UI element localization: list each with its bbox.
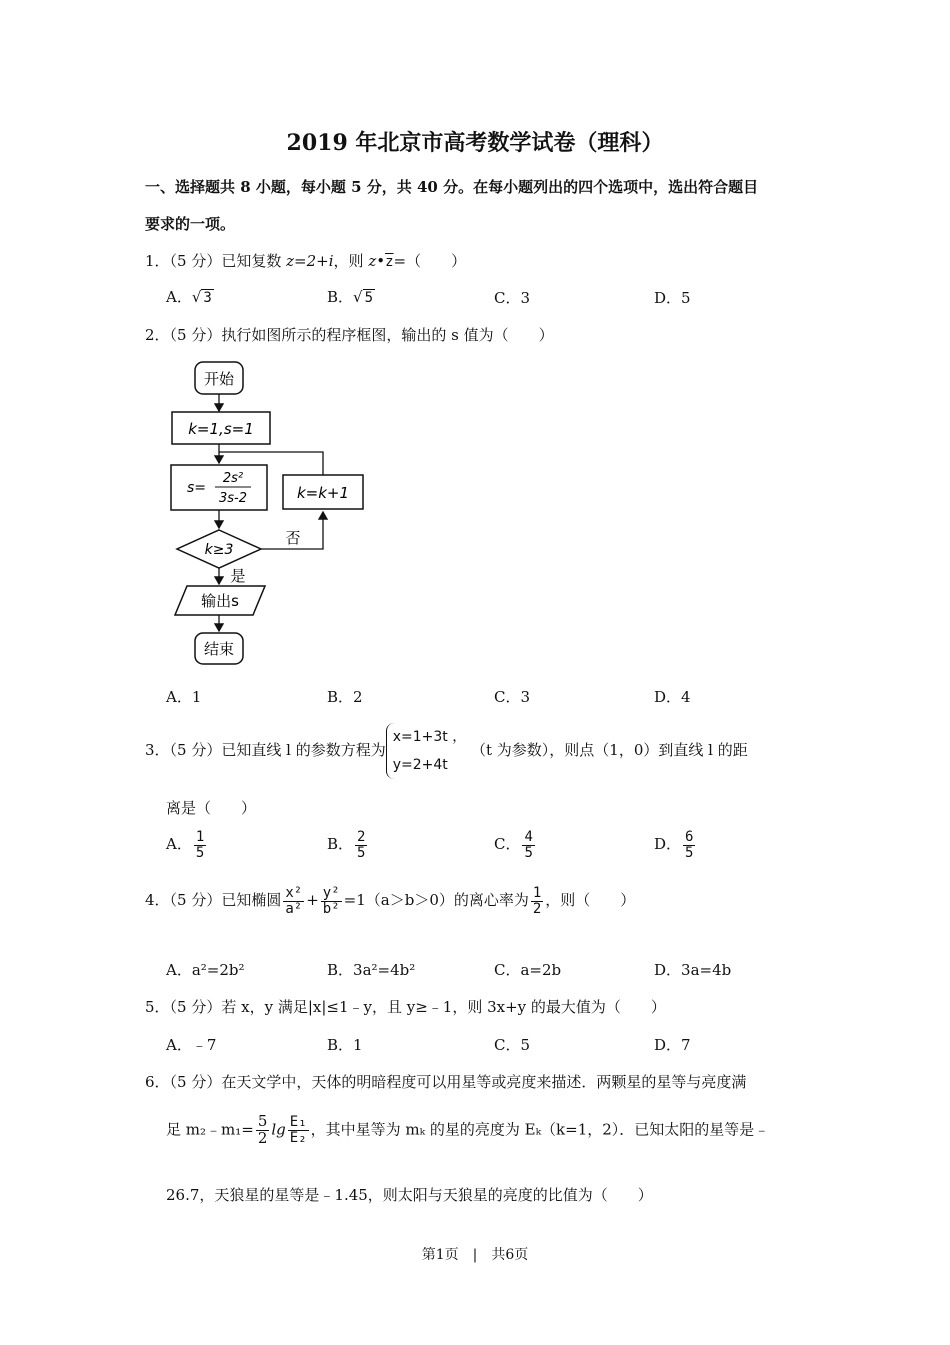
question-6-formula-left: 足 m₂﹣m₁=: [166, 1120, 254, 1139]
flow-no-label: 否: [285, 529, 301, 547]
question-4-tail: ，则（ ）: [545, 891, 636, 910]
flow-init-text: k=1,s=1: [188, 420, 254, 438]
question-1-option-a: [166, 286, 214, 307]
page-footer: 第1页 | 共6页: [421, 1247, 529, 1263]
question-1-expr: z=2+i: [286, 252, 334, 270]
denominator: 5: [195, 844, 205, 861]
question-4-option-d: D．3a=4b: [654, 961, 732, 979]
flow-assign-denominator: 3s-2: [218, 491, 248, 506]
section-heading-line1: 一、选择题共 8 小题，每小题 5 分，共 40 分。在每小题列出的四个选项中，选出符合题目: [145, 178, 759, 196]
question-3-suffix: （t 为参数），则点（1，0）到直线 l 的距: [470, 741, 748, 759]
page-title: 2019 年北京市高考数学试卷（理科）: [286, 130, 664, 156]
denominator: b²: [322, 900, 340, 917]
question-1-z: z: [368, 252, 377, 270]
question-5: 5．（5 分）若 x，y 满足|x|≤1﹣y，且 y≥﹣1，则 3x+y 的最大值为（ ）: [145, 998, 666, 1016]
flow-end-text: 结束: [203, 640, 235, 658]
question-2-option-c: C．3: [494, 688, 531, 706]
denominator: 5: [357, 844, 366, 861]
question-1: [145, 250, 466, 271]
question-3-line2: 离是（ ）: [166, 799, 257, 817]
numerator: 4: [524, 829, 533, 845]
numerator: E₁: [289, 1114, 307, 1131]
option-label: B．: [327, 835, 354, 854]
denominator: 5: [524, 844, 533, 861]
question-3-prefix: 3．（5 分）已知直线 l 的参数方程为: [145, 741, 386, 759]
radicand: 5: [364, 290, 374, 306]
fraction: [683, 830, 695, 860]
question-6-line1: 6．（5 分）在天文学中，天体的明暗程度可以用星等或亮度来描述．两颗星的星等与亮度满: [145, 1073, 747, 1091]
numerator: x²: [285, 885, 303, 901]
question-6-line2-suffix: ，其中星等为 mₖ 的星的亮度为 Eₖ（k=1，2）．已知太阳的星等是﹣: [310, 1120, 770, 1139]
denominator: 2: [532, 900, 542, 917]
fraction-coef: [256, 1114, 270, 1147]
fraction: [355, 830, 367, 860]
question-1-mid: ，则: [333, 252, 364, 270]
fraction-y: [321, 886, 342, 916]
numerator: 5: [257, 1112, 268, 1130]
question-3-option-c: [494, 830, 537, 860]
denominator: 2: [257, 1128, 268, 1147]
fraction-ratio: [288, 1115, 309, 1145]
question-6-line3: 26.7，天狼星的星等是﹣1.45，则太阳与天狼星的亮度的比值为（ ）: [166, 1186, 653, 1204]
flowchart: [165, 355, 375, 670]
option-label: A．: [166, 288, 192, 306]
question-6-line2: [166, 1114, 769, 1147]
question-1-tail: =（ ）: [393, 252, 467, 270]
question-5-option-a: A．﹣7: [166, 1036, 217, 1054]
question-2: 2．（5 分）执行如图所示的程序框图，输出的 s 值为（ ）: [145, 326, 554, 344]
flow-assign-left: s=: [187, 480, 207, 496]
flow-condition-text: k≥3: [204, 542, 234, 558]
question-5-option-d: D．7: [654, 1036, 691, 1054]
fraction-e: [531, 886, 543, 916]
question-3-option-b: [327, 830, 369, 860]
question-5-option-b: B．1: [327, 1036, 363, 1054]
parametric-system: [386, 723, 467, 779]
question-4-mid: =1（a＞b＞0）的离心率为: [343, 891, 529, 910]
question-5-option-c: C．5: [494, 1036, 531, 1054]
numerator: 2: [357, 829, 366, 845]
question-1-prefix: 1．（5 分）已知复数: [145, 252, 282, 270]
sqrt-sign: √ 3: [191, 288, 212, 306]
option-label: A．: [166, 835, 192, 854]
fraction: [194, 830, 206, 860]
question-4: [145, 886, 635, 916]
radicand: 3: [203, 290, 212, 306]
question-2-option-a: A．1: [166, 688, 202, 706]
option-label: B．: [327, 288, 354, 306]
question-2-option-d: D．4: [654, 688, 691, 706]
numerator: 1: [195, 829, 205, 845]
question-1-option-d: D．5: [654, 289, 691, 307]
question-1-dot: •: [376, 252, 386, 270]
question-3-option-a: [166, 830, 208, 860]
question-3: [145, 723, 748, 779]
fraction-x: [283, 886, 304, 916]
flow-yes-label: 是: [230, 567, 246, 585]
question-4-option-c: C．a=2b: [494, 961, 562, 979]
question-3-option-d: [654, 830, 697, 860]
denominator: 5: [685, 844, 694, 861]
section-heading-line2: 要求的一项。: [145, 215, 236, 233]
question-2-option-b: B．2: [327, 688, 363, 706]
plus-sign: +: [306, 891, 319, 910]
flow-assign-numerator: 2s²: [222, 471, 244, 486]
flow-output-text: 输出s: [201, 592, 239, 610]
flow-incr-text: k=k+1: [296, 484, 350, 502]
param-eq-2: y=2+4t: [392, 757, 448, 773]
fraction: [522, 830, 534, 860]
question-1-option-c: C．3: [494, 289, 531, 307]
option-label: D．: [654, 835, 682, 854]
numerator: y²: [322, 885, 340, 901]
numerator: 6: [685, 829, 694, 845]
lg-operator: lg: [271, 1120, 286, 1139]
param-eq-1: x=1+3t ，: [392, 729, 467, 745]
question-4-option-b: B．3a²=4b²: [327, 961, 416, 979]
question-1-zbar: $\overline{z}$: [385, 254, 394, 270]
sqrt-sign: √ 5: [353, 288, 374, 306]
question-4-prefix: 4．（5 分）已知椭圆: [145, 891, 282, 910]
denominator: E₂: [289, 1129, 307, 1146]
option-label: C．: [494, 835, 521, 854]
flow-start-text: 开始: [203, 370, 235, 388]
numerator: 1: [532, 885, 542, 901]
question-4-option-a: A．a²=2b²: [166, 961, 245, 979]
denominator: a²: [285, 900, 303, 917]
question-1-option-b: [327, 286, 375, 307]
